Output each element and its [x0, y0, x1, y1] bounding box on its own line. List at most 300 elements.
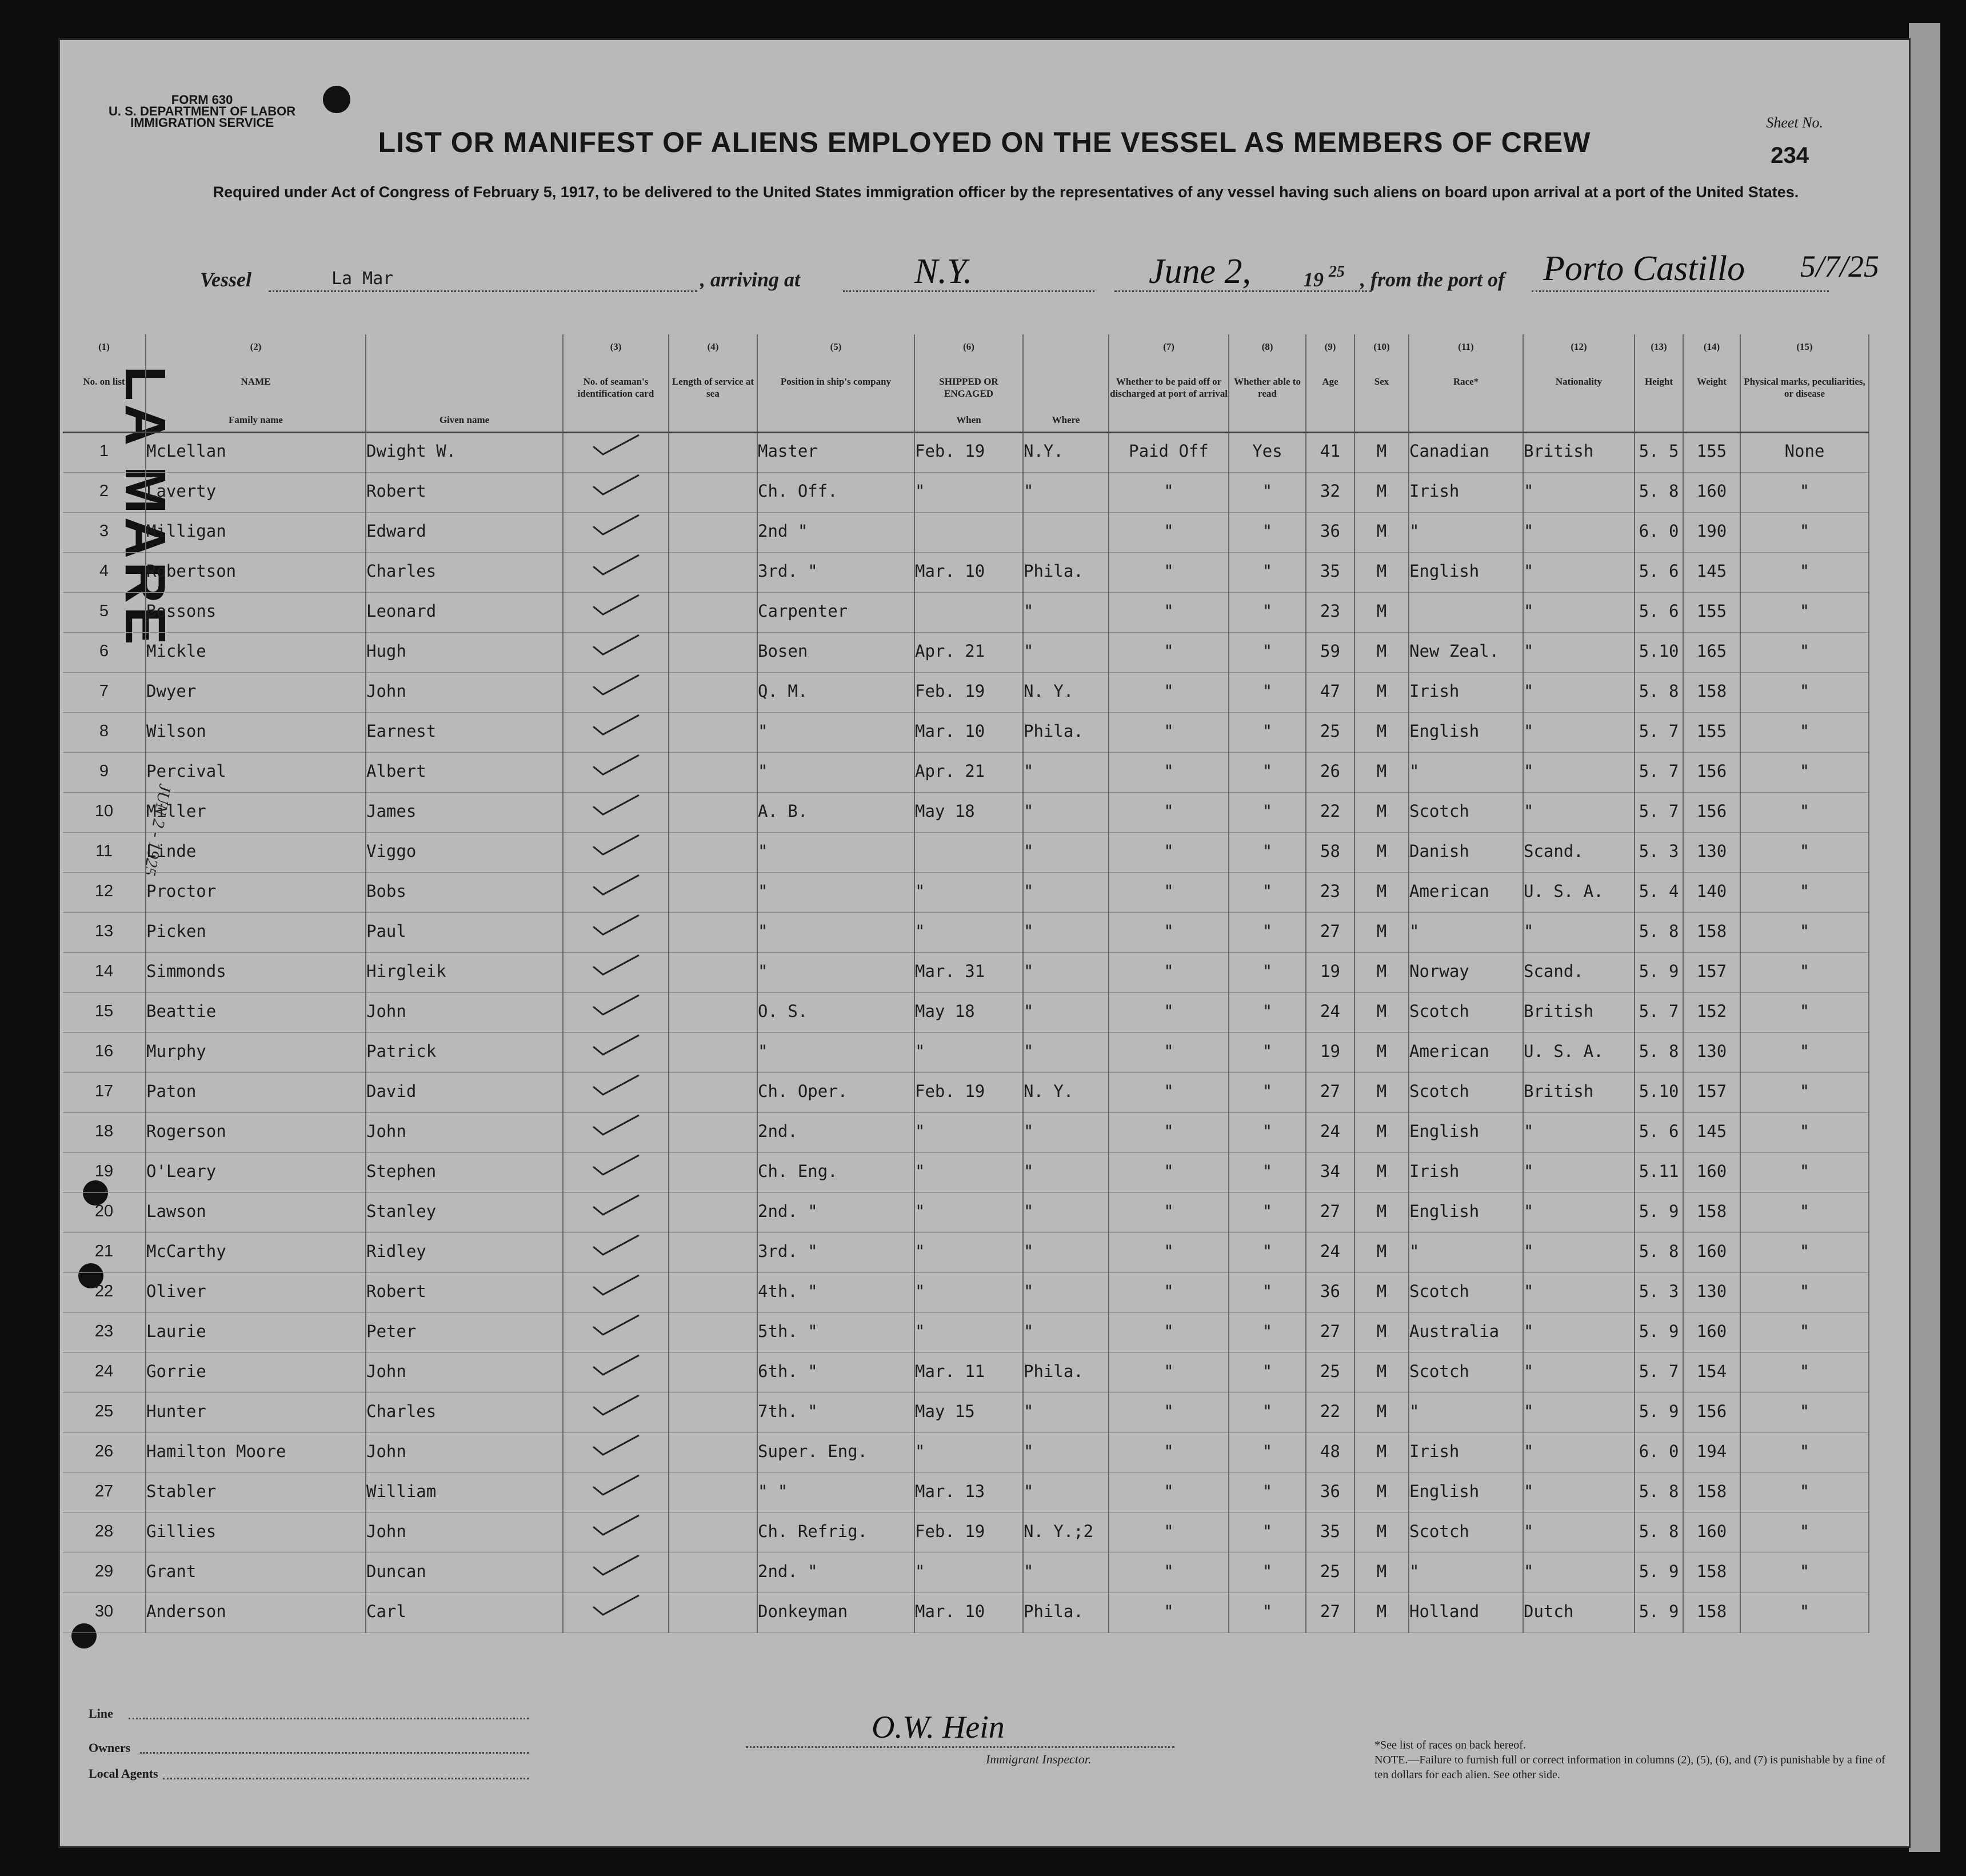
family-name: Stabler — [146, 1473, 366, 1513]
physical-marks: None — [1740, 433, 1869, 473]
column-number: (6) — [963, 341, 974, 352]
table-row — [63, 433, 1869, 473]
column-header — [1354, 334, 1409, 433]
shipped-when: " — [914, 873, 1023, 913]
sex: M — [1354, 1313, 1409, 1353]
manifest-sheet — [60, 40, 1909, 1846]
sex: M — [1354, 1153, 1409, 1193]
paid-off: " — [1109, 793, 1229, 833]
arriving-port: N.Y. — [914, 252, 973, 291]
shipped-when: " — [914, 473, 1023, 513]
shipped-when — [914, 833, 1023, 873]
check-mark-icon — [590, 954, 642, 977]
family-name: Simmonds — [146, 953, 366, 993]
height: 5. 7 — [1635, 713, 1683, 753]
weight: 130 — [1683, 1273, 1740, 1313]
age: 36 — [1306, 1473, 1354, 1513]
position: Ch. Refrig. — [757, 1513, 914, 1553]
age: 24 — [1306, 1233, 1354, 1273]
given-name: Charles — [366, 553, 563, 593]
paid-off: " — [1109, 553, 1229, 593]
id-card — [563, 513, 669, 553]
nationality: " — [1523, 553, 1635, 593]
sea-service — [669, 1313, 757, 1353]
table-row — [63, 1033, 1869, 1073]
check-mark-icon — [590, 1434, 642, 1457]
table-row — [63, 953, 1869, 993]
arrival-date: June 2, — [1149, 252, 1252, 291]
age: 23 — [1306, 593, 1354, 633]
shipped-where: " — [1023, 473, 1109, 513]
height: 5. 8 — [1635, 673, 1683, 713]
sea-service — [669, 753, 757, 793]
height: 5. 6 — [1635, 553, 1683, 593]
able-to-read: Yes — [1229, 433, 1306, 473]
weight: 130 — [1683, 833, 1740, 873]
given-name: Paul — [366, 913, 563, 953]
column-label: Whether to be paid off or discharged at port of arrival — [1110, 376, 1228, 399]
column-label: NAME — [241, 376, 271, 387]
list-number: 1 — [63, 433, 146, 473]
column-number: (9) — [1324, 341, 1336, 352]
weight: 158 — [1683, 1193, 1740, 1233]
shipped-when: Mar. 11 — [914, 1353, 1023, 1393]
sex: M — [1354, 1433, 1409, 1473]
physical-marks: " — [1740, 833, 1869, 873]
shipped-where: " — [1023, 1393, 1109, 1433]
shipped-when: Apr. 21 — [914, 633, 1023, 673]
nationality: " — [1523, 793, 1635, 833]
table-row — [63, 1313, 1869, 1353]
weight: 160 — [1683, 1233, 1740, 1273]
given-name: Leonard — [366, 593, 563, 633]
id-card — [563, 1473, 669, 1513]
id-card — [563, 593, 669, 633]
age: 59 — [1306, 633, 1354, 673]
race: Irish — [1409, 673, 1523, 713]
position: Carpenter — [757, 593, 914, 633]
paid-off: " — [1109, 1273, 1229, 1313]
sea-service — [669, 1393, 757, 1433]
able-to-read: " — [1229, 593, 1306, 633]
list-number: 18 — [63, 1113, 146, 1153]
able-to-read: " — [1229, 953, 1306, 993]
department: U. S. DEPARTMENT OF LABOR — [109, 104, 296, 118]
table-row — [63, 1473, 1869, 1513]
id-card — [563, 1113, 669, 1153]
race: American — [1409, 873, 1523, 913]
nationality: " — [1523, 593, 1635, 633]
position: " — [757, 1033, 914, 1073]
race: Danish — [1409, 833, 1523, 873]
table-row — [63, 513, 1869, 553]
weight: 160 — [1683, 473, 1740, 513]
race: Irish — [1409, 473, 1523, 513]
sea-service — [669, 793, 757, 833]
weight: 157 — [1683, 1073, 1740, 1113]
given-name: Patrick — [366, 1033, 563, 1073]
id-card — [563, 993, 669, 1033]
family-name: Beattie — [146, 993, 366, 1033]
given-name: John — [366, 673, 563, 713]
sex: M — [1354, 713, 1409, 753]
nationality: " — [1523, 1433, 1635, 1473]
able-to-read: " — [1229, 633, 1306, 673]
check-mark-icon — [590, 994, 642, 1017]
year-prefix: 19 — [1303, 268, 1324, 291]
shipped-where: " — [1023, 1273, 1109, 1313]
physical-marks: " — [1740, 1513, 1869, 1553]
able-to-read: " — [1229, 513, 1306, 553]
shipped-when: May 15 — [914, 1393, 1023, 1433]
check-mark-icon — [590, 874, 642, 897]
id-card — [563, 553, 669, 593]
column-header — [757, 334, 914, 433]
table-row — [63, 1233, 1869, 1273]
shipped-where: " — [1023, 753, 1109, 793]
position: Super. Eng. — [757, 1433, 914, 1473]
nationality: " — [1523, 1233, 1635, 1273]
age: 36 — [1306, 1273, 1354, 1313]
list-number: 11 — [63, 833, 146, 873]
family-name: Rogerson — [146, 1113, 366, 1153]
table-row — [63, 793, 1869, 833]
paid-off: " — [1109, 633, 1229, 673]
id-card — [563, 1433, 669, 1473]
date-note: 5/7/25 — [1800, 249, 1880, 284]
sex: M — [1354, 593, 1409, 633]
sea-service — [669, 633, 757, 673]
table-row — [63, 1073, 1869, 1113]
list-number: 14 — [63, 953, 146, 993]
race: " — [1409, 513, 1523, 553]
shipped-where: " — [1023, 873, 1109, 913]
page-title: LIST OR MANIFEST OF ALIENS EMPLOYED ON THE VESSEL AS MEMBERS OF CREW — [378, 126, 1591, 158]
sex: M — [1354, 753, 1409, 793]
position: Bosen — [757, 633, 914, 673]
shipped-where: " — [1023, 593, 1109, 633]
column-header — [1306, 334, 1354, 433]
able-to-read: " — [1229, 1553, 1306, 1593]
shipped-where: " — [1023, 633, 1109, 673]
weight: 194 — [1683, 1433, 1740, 1473]
sex: M — [1354, 793, 1409, 833]
column-label: Physical marks, peculiarities, or disease — [1744, 376, 1865, 399]
agents-label: Local Agents — [89, 1766, 158, 1781]
shipped-where: " — [1023, 1113, 1109, 1153]
margin-stamp-text: LA MARE — [113, 366, 166, 646]
able-to-read: " — [1229, 713, 1306, 753]
check-mark-icon — [590, 1354, 642, 1377]
height: 5. 4 — [1635, 873, 1683, 913]
physical-marks: " — [1740, 473, 1869, 513]
given-name: Dwight W. — [366, 433, 563, 473]
table-row — [63, 833, 1869, 873]
shipped-where: " — [1023, 1233, 1109, 1273]
able-to-read: " — [1229, 1153, 1306, 1193]
sea-service — [669, 1273, 757, 1313]
nationality: " — [1523, 1153, 1635, 1193]
shipped-where: Phila. — [1023, 1353, 1109, 1393]
column-label: Sex — [1374, 376, 1389, 387]
id-card — [563, 713, 669, 753]
race: Norway — [1409, 953, 1523, 993]
sex: M — [1354, 513, 1409, 553]
family-name: Lawson — [146, 1193, 366, 1233]
shipped-when: Feb. 19 — [914, 433, 1023, 473]
height: 5.10 — [1635, 1073, 1683, 1113]
family-name: Laverty — [146, 473, 366, 513]
age: 27 — [1306, 1313, 1354, 1353]
age: 35 — [1306, 553, 1354, 593]
given-name: John — [366, 1113, 563, 1153]
paid-off: " — [1109, 833, 1229, 873]
height: 5. 7 — [1635, 1353, 1683, 1393]
given-name: Robert — [366, 1273, 563, 1313]
column-number: (13) — [1651, 341, 1667, 352]
paid-off: " — [1109, 673, 1229, 713]
column-label: Nationality — [1555, 376, 1603, 387]
check-mark-icon — [590, 834, 642, 857]
paid-off: " — [1109, 473, 1229, 513]
table-row — [63, 1193, 1869, 1233]
physical-marks: " — [1740, 913, 1869, 953]
race: Scotch — [1409, 793, 1523, 833]
weight: 157 — [1683, 953, 1740, 993]
column-number: (3) — [610, 341, 622, 352]
list-number: 6 — [63, 633, 146, 673]
weight: 165 — [1683, 633, 1740, 673]
check-mark-icon — [590, 674, 642, 697]
age: 41 — [1306, 433, 1354, 473]
check-mark-icon — [590, 1514, 642, 1537]
sex: M — [1354, 433, 1409, 473]
page-subtitle: Required under Act of Congress of February 5, 1917, to be delivered to the United States immigration officer by the representatives of any vessel having such aliens on board upon arrival at a port of the United States. — [213, 183, 1799, 201]
weight: 145 — [1683, 553, 1740, 593]
shipped-when: " — [914, 1433, 1023, 1473]
physical-marks: " — [1740, 1553, 1869, 1593]
sea-service — [669, 593, 757, 633]
position: Ch. Eng. — [757, 1153, 914, 1193]
given-name: Stanley — [366, 1193, 563, 1233]
paid-off: " — [1109, 1553, 1229, 1593]
able-to-read: " — [1229, 1233, 1306, 1273]
column-header — [1409, 334, 1523, 433]
nationality: " — [1523, 1273, 1635, 1313]
shipped-when: " — [914, 1233, 1023, 1273]
paid-off: " — [1109, 1513, 1229, 1553]
check-mark-icon — [590, 1594, 642, 1617]
shipped-when: Feb. 19 — [914, 1513, 1023, 1553]
family-name: Anderson — [146, 1593, 366, 1633]
list-number: 23 — [63, 1313, 146, 1353]
inspector-label: Immigrant Inspector. — [986, 1752, 1092, 1766]
list-number: 5 — [63, 593, 146, 633]
column-label: Age — [1322, 376, 1338, 387]
shipped-where: N. Y.;2 — [1023, 1513, 1109, 1553]
column-number: (5) — [830, 341, 842, 352]
paid-off: " — [1109, 1233, 1229, 1273]
physical-marks: " — [1740, 1273, 1869, 1313]
race: English — [1409, 1193, 1523, 1233]
weight: 152 — [1683, 993, 1740, 1033]
table-row — [63, 993, 1869, 1033]
table-row — [63, 553, 1869, 593]
column-header — [1635, 334, 1683, 433]
physical-marks: " — [1740, 1353, 1869, 1393]
column-header — [1683, 334, 1740, 433]
able-to-read: " — [1229, 1033, 1306, 1073]
physical-marks: " — [1740, 953, 1869, 993]
family-name: Paton — [146, 1073, 366, 1113]
race: Irish — [1409, 1153, 1523, 1193]
sex: M — [1354, 473, 1409, 513]
nationality: " — [1523, 673, 1635, 713]
race: " — [1409, 1393, 1523, 1433]
list-number: 22 — [63, 1273, 146, 1313]
sea-service — [669, 713, 757, 753]
shipped-when: May 18 — [914, 793, 1023, 833]
physical-marks: " — [1740, 513, 1869, 553]
list-number: 21 — [63, 1233, 146, 1273]
sex: M — [1354, 1193, 1409, 1233]
age: 25 — [1306, 1553, 1354, 1593]
family-name: Mickle — [146, 633, 366, 673]
shipped-where: Phila. — [1023, 553, 1109, 593]
table-row — [63, 633, 1869, 673]
check-mark-icon — [590, 434, 642, 457]
check-mark-icon — [590, 1234, 642, 1257]
able-to-read: " — [1229, 833, 1306, 873]
column-header — [1740, 334, 1869, 433]
column-number: (11) — [1458, 341, 1474, 352]
shipped-where: N. Y. — [1023, 673, 1109, 713]
id-card — [563, 1193, 669, 1233]
race: " — [1409, 1553, 1523, 1593]
column-label: Race* — [1453, 376, 1479, 387]
age: 26 — [1306, 753, 1354, 793]
age: 36 — [1306, 513, 1354, 553]
id-card — [563, 1393, 669, 1433]
family-name: McLellan — [146, 433, 366, 473]
age: 19 — [1306, 953, 1354, 993]
race: English — [1409, 1113, 1523, 1153]
paid-off: " — [1109, 873, 1229, 913]
race: Irish — [1409, 1433, 1523, 1473]
given-name: Bobs — [366, 873, 563, 913]
list-number: 24 — [63, 1353, 146, 1393]
paid-off: " — [1109, 1353, 1229, 1393]
paid-off: " — [1109, 1153, 1229, 1193]
sea-service — [669, 953, 757, 993]
table-row — [63, 913, 1869, 953]
nationality: U. S. A. — [1523, 1033, 1635, 1073]
race: Scotch — [1409, 1513, 1523, 1553]
physical-marks: " — [1740, 553, 1869, 593]
shipped-when: Mar. 10 — [914, 713, 1023, 753]
given-name: Stephen — [366, 1153, 563, 1193]
column-label: Height — [1644, 376, 1673, 387]
weight: 158 — [1683, 1553, 1740, 1593]
height: 6. 0 — [1635, 513, 1683, 553]
id-card — [563, 873, 669, 913]
nationality: " — [1523, 913, 1635, 953]
physical-marks: " — [1740, 1233, 1869, 1273]
position: " — [757, 913, 914, 953]
table-row — [63, 753, 1869, 793]
list-number: 13 — [63, 913, 146, 953]
given-name: Peter — [366, 1313, 563, 1353]
able-to-read: " — [1229, 913, 1306, 953]
shipped-when: Mar. 31 — [914, 953, 1023, 993]
given-name: John — [366, 1433, 563, 1473]
age: 24 — [1306, 1113, 1354, 1153]
list-number: 12 — [63, 873, 146, 913]
paid-off: " — [1109, 1473, 1229, 1513]
race: English — [1409, 553, 1523, 593]
shipped-where: " — [1023, 1193, 1109, 1233]
age: 25 — [1306, 713, 1354, 753]
age: 27 — [1306, 1593, 1354, 1633]
given-name: Albert — [366, 753, 563, 793]
shipped-where: " — [1023, 1553, 1109, 1593]
vessel-label: Vessel — [200, 268, 251, 291]
height: 5. 3 — [1635, 1273, 1683, 1313]
list-number: 28 — [63, 1513, 146, 1553]
race: Scotch — [1409, 1353, 1523, 1393]
sex: M — [1354, 1353, 1409, 1393]
year-suffix: 25 — [1329, 263, 1345, 281]
able-to-read: " — [1229, 1193, 1306, 1233]
sea-service — [669, 1353, 757, 1393]
nationality: " — [1523, 713, 1635, 753]
height: 5. 5 — [1635, 433, 1683, 473]
column-header — [63, 334, 146, 433]
race: Scotch — [1409, 1273, 1523, 1313]
nationality: " — [1523, 1353, 1635, 1393]
height: 5. 6 — [1635, 1113, 1683, 1153]
sex: M — [1354, 553, 1409, 593]
sea-service — [669, 1153, 757, 1193]
nationality: " — [1523, 1193, 1635, 1233]
weight: 156 — [1683, 1393, 1740, 1433]
weight: 130 — [1683, 1033, 1740, 1073]
physical-marks: " — [1740, 1433, 1869, 1473]
table-row — [63, 1513, 1869, 1553]
race: Scotch — [1409, 1073, 1523, 1113]
table-row — [63, 1353, 1869, 1393]
age: 27 — [1306, 1073, 1354, 1113]
list-number: 19 — [63, 1153, 146, 1193]
position: 2nd. " — [757, 1193, 914, 1233]
given-name: Earnest — [366, 713, 563, 753]
crew-manifest-table — [63, 334, 1869, 1633]
height: 5. 8 — [1635, 913, 1683, 953]
nationality: " — [1523, 1393, 1635, 1433]
given-name: William — [366, 1473, 563, 1513]
physical-marks: " — [1740, 633, 1869, 673]
shipped-where: " — [1023, 833, 1109, 873]
race: American — [1409, 1033, 1523, 1073]
nationality: " — [1523, 1513, 1635, 1553]
physical-marks: " — [1740, 1593, 1869, 1633]
height: 5. 9 — [1635, 953, 1683, 993]
margin-date-text: JUN 2 - 1925 — [146, 783, 175, 877]
age: 25 — [1306, 1353, 1354, 1393]
able-to-read: " — [1229, 473, 1306, 513]
shipped-where: " — [1023, 1313, 1109, 1353]
family-name: Grant — [146, 1553, 366, 1593]
